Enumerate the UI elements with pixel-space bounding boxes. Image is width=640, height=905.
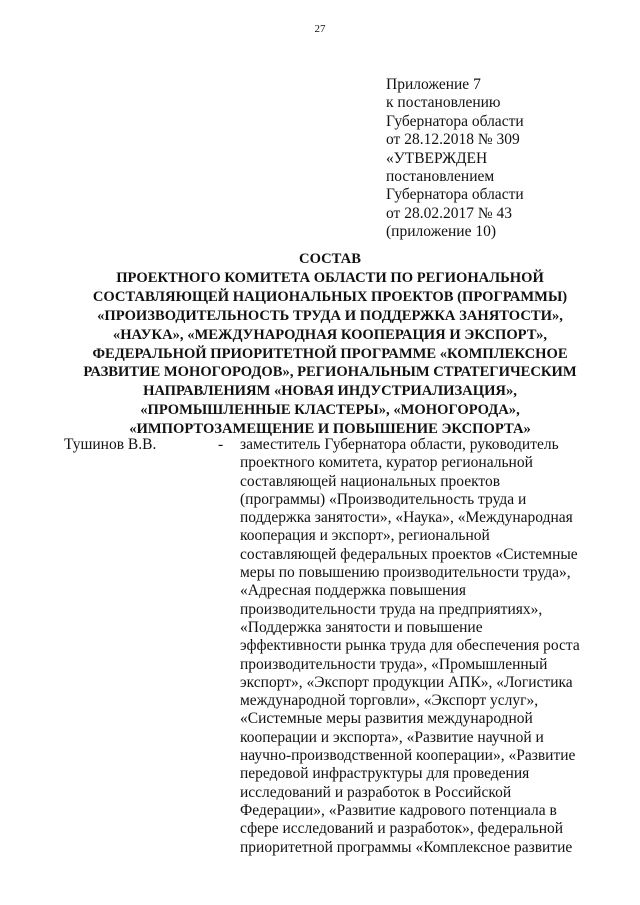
- annex-header: [386, 76, 626, 242]
- description-line: сфере исследований и разработок», федеральной: [240, 820, 564, 838]
- description-line: эффективности рынка труда для обеспечения роста: [240, 637, 580, 655]
- annex-line: к постановлению: [386, 94, 501, 112]
- description-line: проектного комитета, куратор региональной: [240, 454, 533, 472]
- member-name: Тушинов В.В.: [64, 436, 157, 453]
- description-line: передовой инфраструктуры для проведения: [240, 765, 530, 783]
- title-line: ПРОЕКТНОГО КОМИТЕТА ОБЛАСТИ ПО РЕГИОНАЛЬНОЙ: [116, 269, 544, 286]
- title-line: «ПРОИЗВОДИТЕЛЬНОСТЬ ТРУДА И ПОДДЕРЖКА ЗАНЯТОСТИ»,: [97, 307, 563, 324]
- annex-line: Приложение 7: [386, 76, 481, 93]
- title-line: НАПРАВЛЕНИЯМ «НОВАЯ ИНДУСТРИАЛИЗАЦИЯ»,: [143, 383, 517, 400]
- annex-line: «УТВЕРЖДЕН: [386, 149, 488, 167]
- description-line: составляющей федеральных проектов «Системные: [240, 545, 578, 563]
- document-title: [40, 250, 620, 439]
- description-line: научно-производственной кооперации», «Развитие: [240, 747, 576, 765]
- title-line: «ПРОМЫШЛЕННЫЕ КЛАСТЕРЫ», «МОНОГОРОДА»,: [140, 402, 520, 419]
- page-number: 27: [314, 23, 326, 35]
- description-line: экспорт», «Экспорт продукции АПК», «Логистика: [240, 673, 573, 691]
- description-line: исследований и разработок в Российской: [240, 783, 512, 801]
- description-line: кооперации и экспорта», «Развитие научной и: [240, 728, 544, 746]
- description-line: составляющей национальных проектов: [240, 472, 501, 490]
- description-line: производительности труда», «Промышленный: [240, 655, 548, 673]
- annex-line: Губернатора области: [386, 186, 524, 204]
- description-line: приоритетной программы «Комплексное развитие: [240, 838, 573, 856]
- title-line: СОСТАВ: [299, 251, 361, 267]
- description-line: международной торговли», «Экспорт услуг»,: [240, 692, 539, 710]
- annex-line: (приложение 10): [386, 223, 496, 241]
- title-line: СОСТАВЛЯЮЩЕЙ НАЦИОНАЛЬНЫХ ПРОЕКТОВ (ПРОГРАММЫ): [92, 288, 568, 305]
- description-line: «Системные меры развития международной: [240, 710, 533, 728]
- description-line: Федерации», «Развитие кадрового потенциала в: [240, 801, 557, 819]
- annex-line: от 28.12.2018 № 309: [386, 131, 520, 149]
- title-line: «НАУКА», «МЕЖДУНАРОДНАЯ КООПЕРАЦИЯ И ЭКСПОРТ»,: [112, 326, 548, 343]
- member-description: [240, 436, 600, 857]
- title-line: «ИМПОРТОЗАМЕЩЕНИЕ И ПОВЫШЕНИЕ ЭКСПОРТА»: [129, 421, 531, 438]
- annex-line: от 28.02.2017 № 43: [386, 204, 512, 222]
- title-line: РАЗВИТИЕ МОНОГОРОДОВ», РЕГИОНАЛЬНЫМ СТРАТЕГИЧЕСКИМ: [83, 364, 577, 381]
- description-line: заместитель Губернатора области, руководитель: [240, 436, 559, 453]
- annex-line: постановлением: [386, 168, 495, 186]
- title-line: ФЕДЕРАЛЬНОЙ ПРИОРИТЕТНОЙ ПРОГРАММЕ «КОМПЛЕКСНОЕ: [92, 345, 568, 362]
- description-line: «Адресная поддержка повышения: [240, 582, 466, 600]
- annex-line: Губернатора области: [386, 112, 524, 130]
- description-line: (программы) «Производительность труда и: [240, 490, 527, 508]
- description-line: поддержка занятости», «Наука», «Международная: [240, 509, 573, 527]
- description-line: кооперация и экспорт», региональной: [240, 527, 490, 545]
- description-line: производительности труда на предприятиях»,: [240, 600, 543, 618]
- description-line: меры по повышению производительности труда»,: [240, 564, 571, 582]
- description-line: «Поддержка занятости и повышение: [240, 618, 483, 636]
- member-dash: -: [218, 436, 224, 453]
